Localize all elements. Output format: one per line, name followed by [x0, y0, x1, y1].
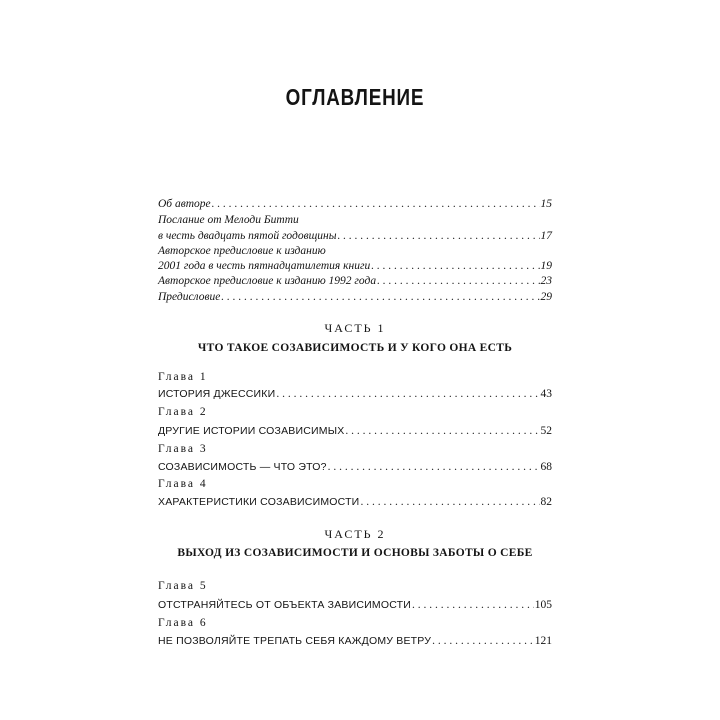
- dot-leader: [338, 228, 540, 244]
- part-label: ЧАСТЬ 2: [324, 527, 386, 541]
- toc-entry-label: в честь двадцать пятой годовщины: [158, 230, 337, 242]
- toc-entry-message-line2[interactable]: [158, 228, 552, 244]
- part-title: ВЫХОД ИЗ СОЗАВИСИМОСТИ И ОСНОВЫ ЗАБОТЫ О СЕБЕ: [177, 547, 533, 559]
- toc-page-number: 23: [540, 275, 552, 287]
- toc-page-number: 43: [540, 388, 552, 400]
- toc-entry-chapter-4[interactable]: [158, 494, 552, 510]
- toc-entry-label: 2001 года в честь пятнадцатилетия книги: [158, 260, 371, 272]
- toc-entry-chapter-3[interactable]: [158, 459, 552, 475]
- toc-entry-message-line1[interactable]: [158, 212, 552, 228]
- chapter-title: ОТСТРАНЯЙТЕСЬ ОТ ОБЪЕКТА ЗАВИСИМОСТИ: [158, 599, 412, 611]
- page-title: ОГЛАВЛЕНИЕ: [285, 84, 425, 110]
- toc-entry-about-author[interactable]: [158, 196, 552, 212]
- dot-leader: [345, 423, 539, 439]
- toc-entry-preface-2001-line2[interactable]: [158, 258, 552, 274]
- chapter-title: ДРУГИЕ ИСТОРИИ СОЗАВИСИМЫХ: [158, 425, 345, 437]
- chapter-label: Глава 2: [158, 406, 208, 418]
- dot-leader: [328, 459, 540, 475]
- toc-page-number: 15: [540, 198, 552, 210]
- toc-entry-chapter-6[interactable]: [158, 633, 552, 649]
- dot-leader: [212, 196, 540, 212]
- toc-page-number: 19: [540, 260, 552, 272]
- toc-entry-label: Послание от Мелоди Битти: [158, 214, 299, 226]
- part-title: ЧТО ТАКОЕ СОЗАВИСИМОСТЬ И У КОГО ОНА ЕСТЬ: [197, 342, 513, 354]
- toc-page-number: 121: [534, 635, 552, 647]
- chapter-label: Глава 3: [158, 443, 208, 455]
- toc-entry-chapter-2[interactable]: [158, 423, 552, 439]
- toc-page-number: 52: [540, 425, 552, 437]
- toc-page-number: 105: [534, 599, 552, 611]
- toc-page-number: 68: [540, 461, 552, 473]
- chapter-title: СОЗАВИСИМОСТЬ — ЧТО ЭТО?: [158, 461, 327, 473]
- dot-leader: [221, 289, 539, 305]
- toc-entry-label: Авторское предисловие к изданию 1992 года: [158, 275, 377, 287]
- chapter-title: НЕ ПОЗВОЛЯЙТЕ ТРЕПАТЬ СЕБЯ КАЖДОМУ ВЕТРУ: [158, 635, 432, 647]
- toc-entry-label: Предисловие: [158, 291, 221, 303]
- dot-leader: [412, 597, 534, 613]
- part-label: ЧАСТЬ 1: [324, 321, 386, 335]
- toc-page-number: 17: [540, 230, 552, 242]
- dot-leader: [432, 633, 534, 649]
- dot-leader: [360, 494, 539, 510]
- toc-entry-chapter-1[interactable]: [158, 386, 552, 402]
- toc-entry-preface-2001-line1[interactable]: [158, 243, 552, 259]
- chapter-label: Глава 4: [158, 478, 208, 490]
- dot-leader: [377, 273, 539, 289]
- chapter-title: ХАРАКТЕРИСТИКИ СОЗАВИСИМОСТИ: [158, 496, 360, 508]
- toc-page-number: 29: [540, 291, 552, 303]
- chapter-label: Глава 1: [158, 371, 208, 383]
- toc-entry-label: Об авторе: [158, 198, 211, 210]
- toc-page-number: 82: [540, 496, 552, 508]
- toc-entry-foreword[interactable]: [158, 289, 552, 305]
- chapter-label: Глава 5: [158, 580, 208, 592]
- toc-entry-chapter-5[interactable]: [158, 597, 552, 613]
- dot-leader: [371, 258, 539, 274]
- toc-entry-preface-1992[interactable]: [158, 273, 552, 289]
- chapter-label: Глава 6: [158, 617, 208, 629]
- chapter-title: ИСТОРИЯ ДЖЕССИКИ: [158, 388, 276, 400]
- toc-page: [158, 0, 552, 720]
- dot-leader: [276, 386, 539, 402]
- toc-entry-label: Авторское предисловие к изданию: [158, 245, 326, 257]
